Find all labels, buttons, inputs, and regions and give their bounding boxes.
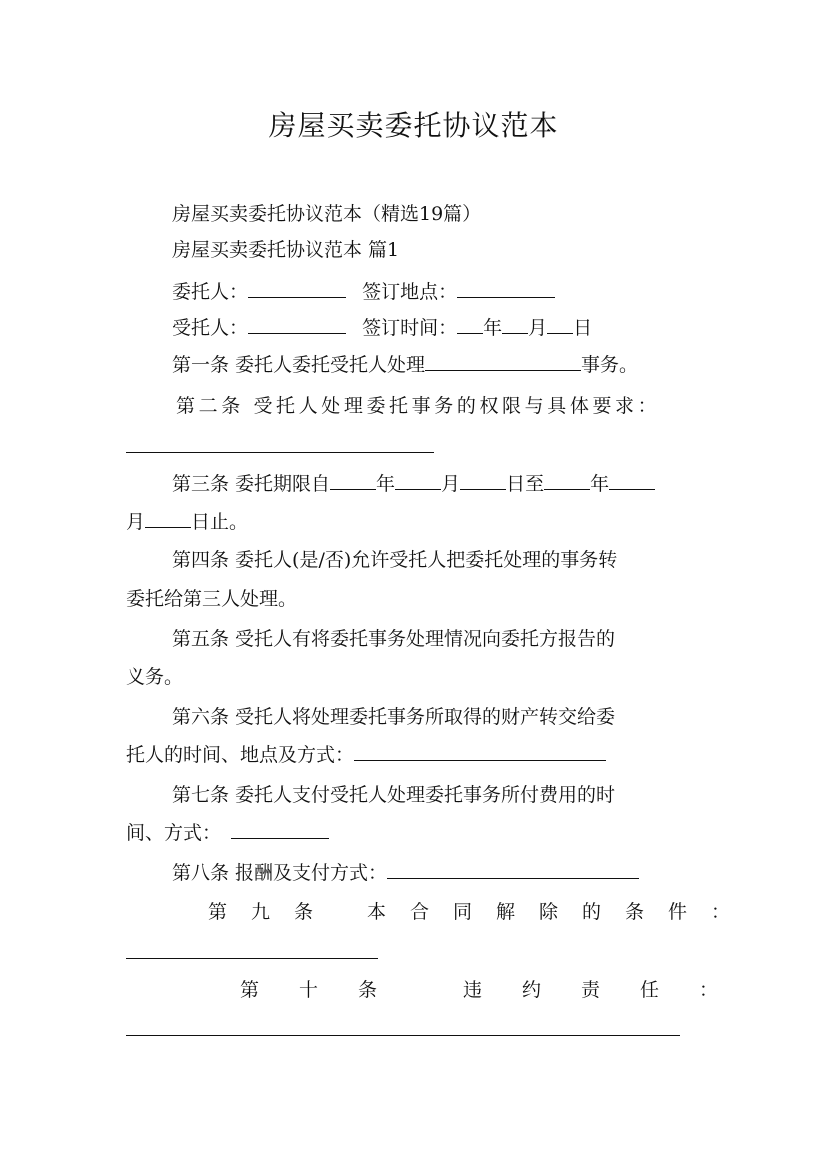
article-1-suffix: 事务。 <box>581 354 639 376</box>
start-year-blank[interactable] <box>330 471 376 490</box>
agent-line <box>172 315 592 341</box>
article-9-blank[interactable] <box>126 958 378 959</box>
article-5-line-1: 第五条 受托人有将委托事务处理情况向委托方报告的 <box>172 628 616 650</box>
principal-line <box>172 279 555 305</box>
sign-place-label: 签订地点： <box>362 281 458 303</box>
article-1-blank[interactable] <box>425 352 581 371</box>
article-heading: 房屋买卖委托协议范本 篇1 <box>172 239 400 261</box>
day-label: 日 <box>573 317 593 339</box>
article-10-blank[interactable] <box>126 1035 680 1036</box>
article-7-blank[interactable] <box>231 820 329 839</box>
sign-year-blank[interactable] <box>457 315 483 334</box>
start-month-blank[interactable] <box>395 471 441 490</box>
article-5-line-2: 义务。 <box>126 666 184 688</box>
article-3-line-2 <box>126 509 248 535</box>
year-label: 年 <box>590 473 610 495</box>
article-3-mid: 日至 <box>506 473 545 495</box>
article-4-line-2: 委托给第三人处理。 <box>126 588 298 610</box>
agent-blank[interactable] <box>248 315 346 334</box>
year-label: 年 <box>376 473 396 495</box>
month-label: 月 <box>441 473 461 495</box>
sign-day-blank[interactable] <box>547 315 573 334</box>
sign-time-label: 签订时间： <box>362 317 458 339</box>
sign-month-blank[interactable] <box>502 315 528 334</box>
article-7-line-1: 第七条 委托人支付受托人处理委托事务所付费用的时 <box>172 784 616 806</box>
start-day-blank[interactable] <box>460 471 506 490</box>
principal-label: 委托人： <box>172 281 249 303</box>
article-6-label: 托人的时间、地点及方式： <box>126 744 355 766</box>
month-label: 月 <box>126 511 146 533</box>
month-label: 月 <box>528 317 548 339</box>
document-title: 房屋买卖委托协议范本 <box>268 109 559 142</box>
article-1 <box>172 352 638 378</box>
article-8-label: 第八条 报酬及支付方式： <box>172 862 388 884</box>
article-3-prefix: 第三条 委托期限自 <box>172 473 331 495</box>
agent-label: 受托人： <box>172 317 249 339</box>
article-10: 第十条 违约责任： <box>240 979 759 1001</box>
article-3-line-1 <box>172 471 655 497</box>
article-2: 第二条 受托人处理委托事务的权限与具体要求： <box>176 395 661 417</box>
article-1-prefix: 第一条 委托人委托受托人处理 <box>172 354 426 376</box>
article-7-line-2 <box>126 820 329 846</box>
article-2-blank[interactable] <box>126 452 434 453</box>
subtitle: 房屋买卖委托协议范本（精选19篇） <box>172 203 482 225</box>
article-6-line-1: 第六条 受托人将处理委托事务所取得的财产转交给委 <box>172 706 616 728</box>
article-6-blank[interactable] <box>354 742 606 761</box>
article-6-line-2 <box>126 742 606 768</box>
sign-place-blank[interactable] <box>457 279 555 298</box>
end-year-blank[interactable] <box>544 471 590 490</box>
article-3-end: 日止。 <box>191 511 249 533</box>
article-4-line-1: 第四条 委托人(是/否)允许受托人把委托处理的事务转 <box>172 549 618 571</box>
article-8 <box>172 860 639 886</box>
article-9: 第九条 本合同解除的条件： <box>208 901 755 923</box>
end-day-blank[interactable] <box>145 509 191 528</box>
year-label: 年 <box>483 317 503 339</box>
article-7-label: 间、方式： <box>126 822 222 844</box>
end-month-blank[interactable] <box>609 471 655 490</box>
principal-blank[interactable] <box>248 279 346 298</box>
article-8-blank[interactable] <box>387 860 639 879</box>
